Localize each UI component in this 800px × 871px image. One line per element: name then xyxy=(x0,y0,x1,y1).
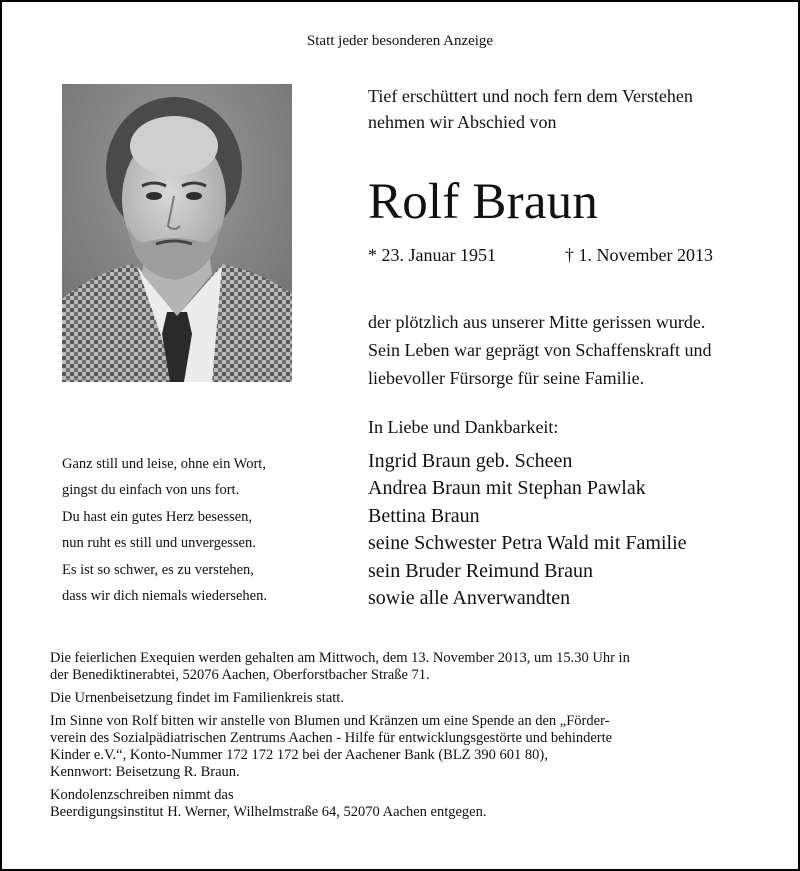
tribute-line: Sein Leben war geprägt von Schaffenskraft und xyxy=(368,340,712,360)
death-date: † 1. November 2013 xyxy=(565,245,713,265)
tribute-line: liebevoller Fürsorge für seine Familie. xyxy=(368,368,645,388)
family-list xyxy=(368,448,687,612)
intro-text xyxy=(368,83,693,135)
notices xyxy=(50,650,760,827)
family-member: sein Bruder Reimund Braun xyxy=(368,559,593,582)
portrait-photo-icon xyxy=(62,84,292,382)
family-member: Ingrid Braun geb. Scheen xyxy=(368,450,573,472)
poem-line: gingst du einfach von uns fort. xyxy=(62,482,240,499)
poem-line: Ganz still und leise, ohne ein Wort, xyxy=(62,456,266,472)
notice-line: Kondolenzschreiben nimmt das xyxy=(50,787,234,803)
notice-line: Kennwort: Beisetzung R. Braun. xyxy=(50,764,240,780)
notice-line: Im Sinne von Rolf bitten wir anstelle von Blumen und Kränzen um eine Spende an den „Förder- xyxy=(50,713,610,729)
intro-line: nehmen wir Abschied von xyxy=(368,112,557,132)
funeral-notice xyxy=(50,650,760,684)
family-member: Bettina Braun xyxy=(368,504,480,527)
tribute-line: der plötzlich aus unserer Mitte gerissen wurde. xyxy=(368,312,706,332)
poem xyxy=(62,451,267,609)
poem-line: Es ist so schwer, es zu verstehen, xyxy=(62,561,254,578)
header-text: Statt jeder besonderen Anzeige xyxy=(306,33,494,49)
notice-line: Die Urnenbeisetzung findet im Familienkreis statt. xyxy=(50,690,344,706)
deceased-name: Rolf Braun xyxy=(368,174,599,230)
notice-line: verein des Sozialpädiatrischen Zentrums Aachen - Hilfe für entwicklungsgestörte und behinderte xyxy=(50,730,613,746)
birth-date: * 23. Januar 1951 xyxy=(368,245,496,265)
notice-line: Die feierlichen Exequien werden gehalten am Mittwoch, dem 13. November 2013, um 15.30 Uhr in xyxy=(50,650,630,666)
gratitude-heading: In Liebe und Dankbarkeit: xyxy=(368,417,559,437)
notice-line: Beerdigungsinstitut H. Werner, Wilhelmstraße 64, 52070 Aachen entgegen. xyxy=(50,804,487,820)
family-member: seine Schwester Petra Wald mit Familie xyxy=(368,532,687,555)
notice-line: der Benediktinerabtei, 52076 Aachen, Oberforstbacher Straße 71. xyxy=(50,667,430,683)
poem-line: Du hast ein gutes Herz besessen, xyxy=(62,508,253,525)
portrait-photo xyxy=(62,84,292,382)
family-member: Andrea Braun mit Stephan Pawlak xyxy=(368,477,646,500)
poem-line: dass wir dich niemals wiedersehen. xyxy=(62,588,267,605)
tribute-text xyxy=(368,308,712,392)
donation-notice xyxy=(50,713,760,781)
family-member: sowie alle Anverwandten xyxy=(368,587,571,610)
urn-notice xyxy=(50,690,760,707)
condolence-notice xyxy=(50,787,760,821)
notice-line: Kinder e.V.“, Konto-Nummer 172 172 172 bei der Aachener Bank (BLZ 390 601 80), xyxy=(50,747,548,763)
intro-line: Tief erschüttert und noch fern dem Verstehen xyxy=(368,86,693,106)
poem-line: nun ruht es still und unvergessen. xyxy=(62,535,256,552)
